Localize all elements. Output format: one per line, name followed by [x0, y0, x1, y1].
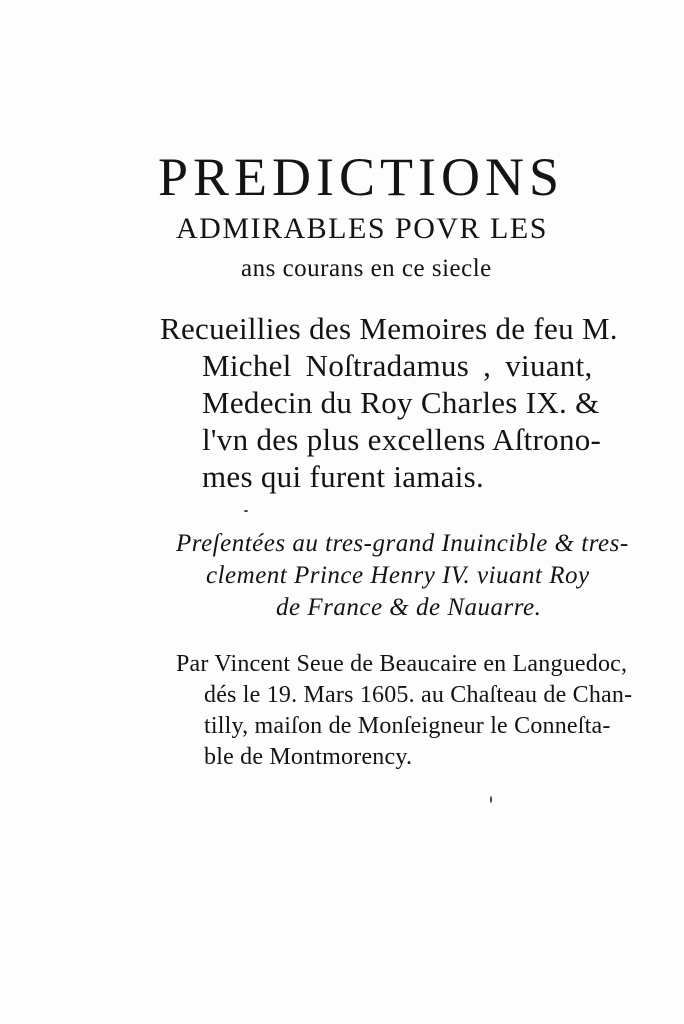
body-line: Medecin du Roy Charles IX. & [202, 385, 600, 420]
page-subtitle: ADMIRABLES POVR LES [176, 212, 548, 245]
author-line: Par Vincent Seue de Beaucaire en Languedoc, [176, 651, 628, 677]
body-line: l'vn des plus excellens Aſtrono- [202, 422, 602, 457]
page-title: PREDICTIONS [158, 147, 565, 207]
body-line: mes qui furent iamais. [202, 459, 485, 494]
dedication-line: clement Prince Henry IV. viuant Roy [206, 562, 590, 589]
page-subline: ans courans en ce siecle [241, 255, 492, 282]
body-line: Recueillies des Memoires de feu M. [160, 311, 618, 346]
ink-speck [244, 510, 248, 512]
ink-speck [490, 796, 492, 803]
author-line: ble de Montmorency. [204, 744, 413, 770]
author-line: tilly, maiſon de Monſeigneur le Conneſta- [204, 713, 611, 739]
body-line: Michel Noſtradamus , viuant, [202, 348, 593, 383]
dedication-line: Preſentées au tres-grand Inuincible & tres- [176, 530, 629, 557]
author-line: dés le 19. Mars 1605. au Chaſteau de Chan- [204, 682, 633, 708]
dedication-line: de France & de Nauarre. [276, 594, 542, 621]
